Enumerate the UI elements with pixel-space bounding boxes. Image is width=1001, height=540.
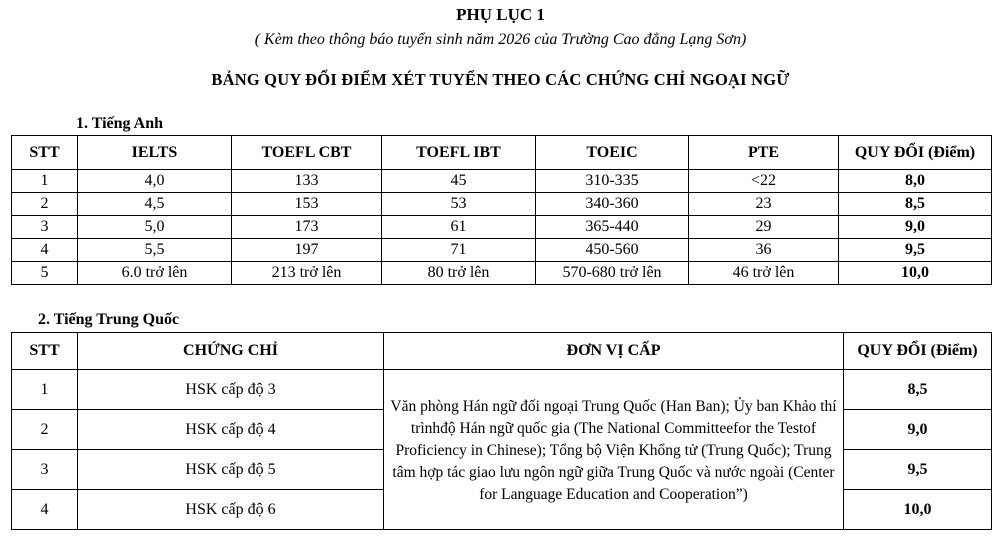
table-cell: 5,0: [78, 216, 232, 239]
certificate-cell: HSK cấp độ 4: [78, 410, 384, 450]
column-header: TOEIC: [536, 136, 689, 170]
table-cell: 45: [382, 170, 536, 193]
table-header-row: [12, 333, 992, 370]
score-cell: 10,0: [839, 262, 992, 285]
table-cell: 173: [232, 216, 382, 239]
table-cell: 4: [12, 239, 78, 262]
column-header: TOEFL CBT: [232, 136, 382, 170]
score-cell: 8,5: [844, 370, 992, 410]
score-cell: 8,0: [839, 170, 992, 193]
column-header: STT: [12, 136, 78, 170]
table-cell: <22: [689, 170, 839, 193]
table-cell: 213 trở lên: [232, 262, 382, 285]
score-cell: 9,5: [839, 239, 992, 262]
table-cell: 36: [689, 239, 839, 262]
table-cell: 29: [689, 216, 839, 239]
table-row: [12, 262, 992, 285]
table-header-row: [12, 136, 992, 170]
section-title-english: 1. Tiếng Anh: [76, 115, 164, 132]
column-header: TOEFL IBT: [382, 136, 536, 170]
table-row: [12, 370, 992, 410]
table-cell: 6.0 trở lên: [78, 262, 232, 285]
issuing-body-cell: Văn phòng Hán ngữ đối ngoại Trung Quốc (Han Ban); Ủy ban Khảo thí trìnhđộ Hán ngữ quốc gia (The National Committeefor the Testof Proficiency in Chinese); Tổng bộ Viện Khổng tử (Trung Quốc); Trung tâm hợp tác giao lưu ngôn ngữ giữa Trung Quốc và nước ngoài (Center for Language Education and Cooperation”): [384, 370, 844, 530]
table-cell: 133: [232, 170, 382, 193]
table-cell: 71: [382, 239, 536, 262]
table-cell: 450-560: [536, 239, 689, 262]
document-heading: BẢNG QUY ĐỔI ĐIỂM XÉT TUYỂN THEO CÁC CHỨNG CHỈ NGOẠI NGỮ: [211, 70, 790, 89]
column-header: IELTS: [78, 136, 232, 170]
appendix-subtitle: ( Kèm theo thông báo tuyển sinh năm 2026 của Trường Cao đẳng Lạng Sơn): [254, 31, 747, 48]
table-row: [12, 170, 992, 193]
table-cell: 197: [232, 239, 382, 262]
table-cell: 4,0: [78, 170, 232, 193]
score-cell: 9,5: [844, 450, 992, 490]
column-header: QUY ĐỔI (Điểm): [839, 136, 992, 170]
score-cell: 9,0: [839, 216, 992, 239]
table-cell: 4,5: [78, 193, 232, 216]
table-cell: 570-680 trở lên: [536, 262, 689, 285]
section-title-chinese: 2. Tiếng Trung Quốc: [38, 311, 180, 328]
appendix-title: PHỤ LỤC 1: [456, 5, 545, 24]
column-header: PTE: [689, 136, 839, 170]
table-cell: 1: [12, 170, 78, 193]
column-header: ĐƠN VỊ CẤP: [384, 333, 844, 370]
table-cell: 340-360: [536, 193, 689, 216]
stt-cell: 3: [12, 450, 78, 490]
table-cell: 2: [12, 193, 78, 216]
table-cell: 80 trở lên: [382, 262, 536, 285]
table-cell: 61: [382, 216, 536, 239]
table-cell: 310-335: [536, 170, 689, 193]
table-cell: 5,5: [78, 239, 232, 262]
stt-cell: 4: [12, 490, 78, 530]
english-conversion-table: [11, 135, 992, 285]
column-header: CHỨNG CHỈ: [78, 333, 384, 370]
table-cell: 23: [689, 193, 839, 216]
stt-cell: 2: [12, 410, 78, 450]
certificate-cell: HSK cấp độ 5: [78, 450, 384, 490]
certificate-cell: HSK cấp độ 6: [78, 490, 384, 530]
table-cell: 3: [12, 216, 78, 239]
table-cell: 365-440: [536, 216, 689, 239]
table-row: [12, 239, 992, 262]
score-cell: 8,5: [839, 193, 992, 216]
table-row: [12, 193, 992, 216]
column-header: QUY ĐỔI (Điểm): [844, 333, 992, 370]
table-cell: 53: [382, 193, 536, 216]
table-cell: 153: [232, 193, 382, 216]
chinese-conversion-table: [11, 332, 992, 530]
column-header: STT: [12, 333, 78, 370]
certificate-cell: HSK cấp độ 3: [78, 370, 384, 410]
score-cell: 10,0: [844, 490, 992, 530]
table-cell: 5: [12, 262, 78, 285]
stt-cell: 1: [12, 370, 78, 410]
table-row: [12, 216, 992, 239]
table-cell: 46 trở lên: [689, 262, 839, 285]
score-cell: 9,0: [844, 410, 992, 450]
